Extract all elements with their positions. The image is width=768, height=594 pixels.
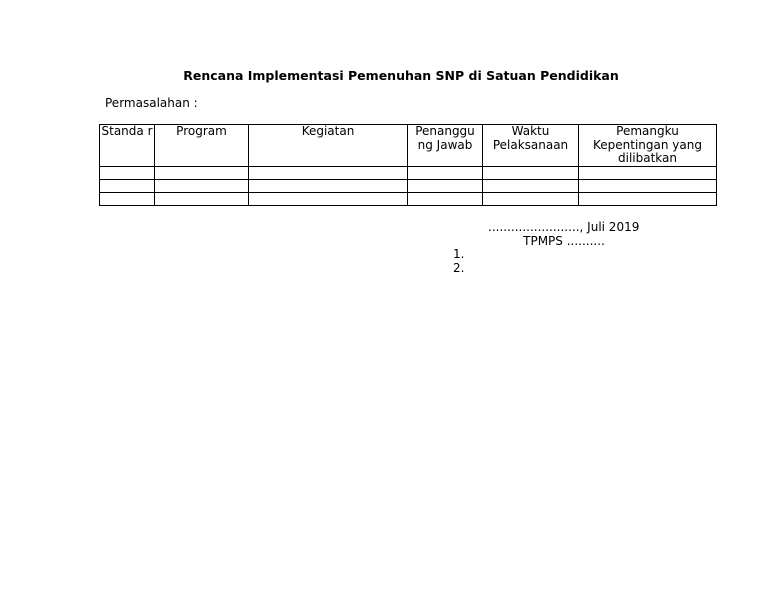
table-cell[interactable] <box>100 192 155 205</box>
signature-team: TPMPS .......... <box>523 234 605 248</box>
column-header-standar: Standa r <box>100 125 155 167</box>
table-row <box>100 179 717 192</box>
table-cell[interactable] <box>579 192 717 205</box>
table-cell[interactable] <box>155 179 249 192</box>
table-cell[interactable] <box>408 179 483 192</box>
table-cell[interactable] <box>249 166 408 179</box>
signature-date: ........................, Juli 2019 <box>488 220 640 234</box>
table-cell[interactable] <box>249 192 408 205</box>
table-cell[interactable] <box>483 179 579 192</box>
table-cell[interactable] <box>249 179 408 192</box>
plan-table <box>99 124 717 206</box>
table-cell[interactable] <box>408 192 483 205</box>
table-row <box>100 192 717 205</box>
table-cell[interactable] <box>100 179 155 192</box>
table-cell[interactable] <box>408 166 483 179</box>
member-list <box>453 248 464 275</box>
signature-block <box>488 220 640 248</box>
table-row <box>100 166 717 179</box>
column-header-kegiatan: Kegiatan <box>249 125 408 167</box>
table-cell[interactable] <box>155 192 249 205</box>
table-cell[interactable] <box>100 166 155 179</box>
table-header-row <box>100 125 717 167</box>
list-item: 2. <box>453 260 465 275</box>
issue-label: Permasalahan : <box>105 96 198 110</box>
table-cell[interactable] <box>483 166 579 179</box>
column-header-waktu-pelaksanaan: Waktu Pelaksanaan <box>483 125 579 167</box>
table-cell[interactable] <box>483 192 579 205</box>
column-header-pemangku-kepentingan: Pemangku Kepentingan yang dilibatkan <box>579 125 717 167</box>
column-header-penanggung-jawab: Penanggu ng Jawab <box>408 125 483 167</box>
table-cell[interactable] <box>155 166 249 179</box>
column-header-program: Program <box>155 125 249 167</box>
table-cell[interactable] <box>579 166 717 179</box>
table-cell[interactable] <box>579 179 717 192</box>
list-item: 1. <box>453 247 465 261</box>
page-title: Rencana Implementasi Pemenuhan SNP di Satuan Pendidikan <box>183 68 619 83</box>
